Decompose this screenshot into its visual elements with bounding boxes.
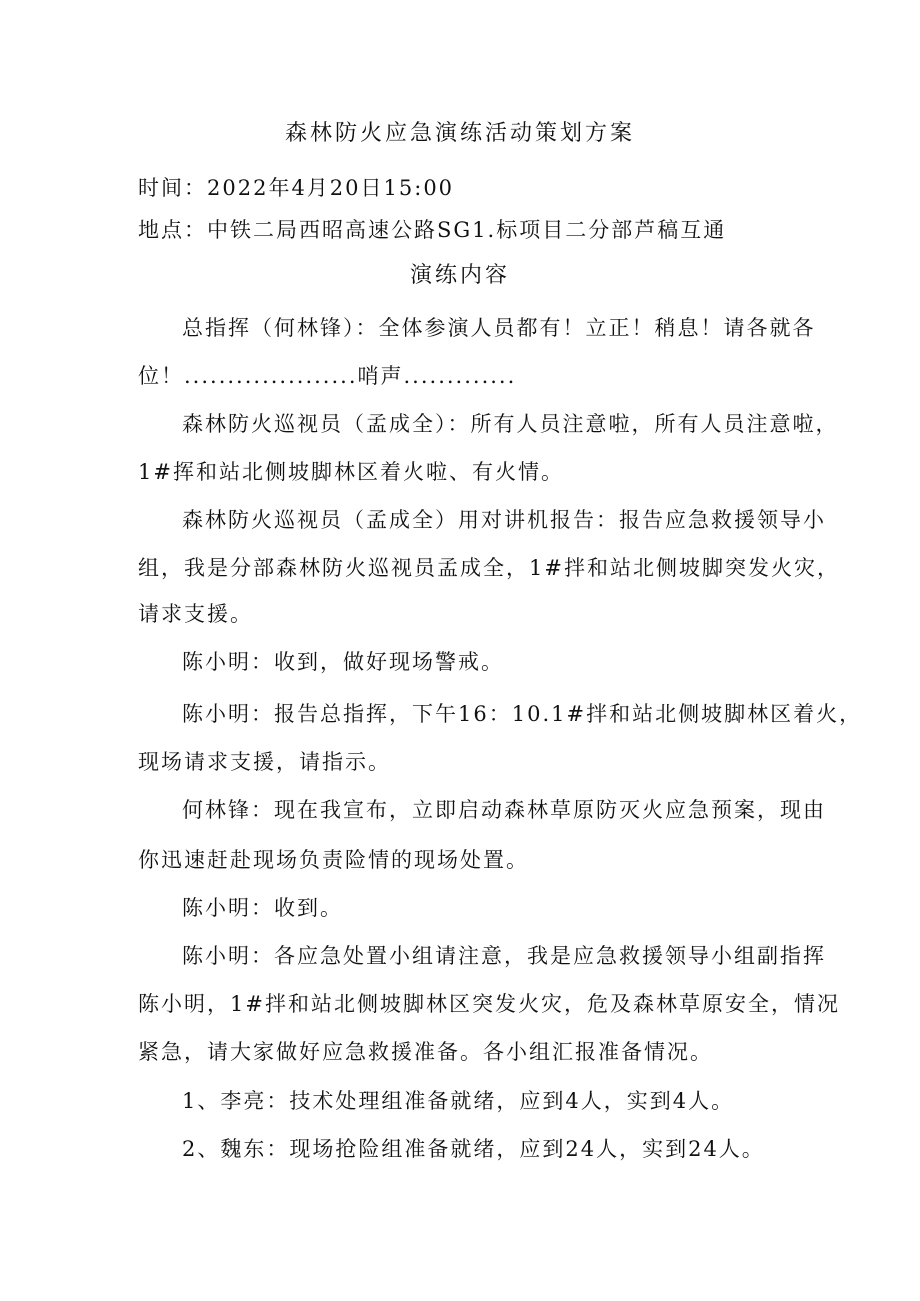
paragraph-line: 陈小明，1#拌和站北侧坡脚林区突发火灾，危及森林草原安全，情况 <box>138 992 840 1016</box>
list-item: 1、李亮：技术处理组准备就绪，应到4人，实到4人。 <box>182 1089 735 1113</box>
paragraph-line: 组，我是分部森林防火巡视员孟成全，1#拌和站北侧坡脚突发火灾， <box>138 556 840 580</box>
paragraph-line: 陈小明：各应急处置小组请注意，我是应急救援领导小组副指挥 <box>182 944 826 968</box>
paragraph-line: 1#挥和站北侧坡脚林区着火啦、有火情。 <box>138 460 564 484</box>
paragraph-line: 森林防火巡视员（孟成全）用对讲机报告：报告应急救援领导小 <box>182 508 826 532</box>
paragraph-line: 陈小明：报告总指挥，下午16：10.1#拌和站北侧坡脚林区着火， <box>182 702 863 726</box>
event-location: 地点：中铁二局西昭高速公路SG1.标项目二分部芦稿互通 <box>138 218 727 242</box>
paragraph-line: 陈小明：收到，做好现场警戒。 <box>182 650 504 674</box>
paragraph-line: 位！....................哨声............. <box>138 364 517 388</box>
list-item: 2、魏东：现场抢险组准备就绪，应到24人，实到24人。 <box>182 1137 765 1161</box>
document-title: 森林防火应急演练活动策划方案 <box>284 121 635 146</box>
paragraph-line: 你迅速赶赴现场负责险情的现场处置。 <box>138 848 529 872</box>
paragraph-line: 紧急，请大家做好应急救援准备。各小组汇报准备情况。 <box>138 1040 713 1064</box>
paragraph-line: 请求支援。 <box>138 602 253 626</box>
paragraph-line: 陈小明：收到。 <box>182 896 343 920</box>
paragraph-line: 现场请求支援，请指示。 <box>138 750 391 774</box>
paragraph-line: 总指挥（何林锋）：全体参演人员都有！立正！稍息！请各就各 <box>182 316 816 340</box>
paragraph-line: 何林锋：现在我宣布，立即启动森林草原防灭火应急预案，现由 <box>182 798 826 822</box>
paragraph-line: 森林防火巡视员（孟成全）：所有人员注意啦，所有人员注意啦， <box>182 412 839 436</box>
event-time: 时间：2022年4月20日15:00 <box>138 176 455 200</box>
section-heading: 演练内容 <box>409 263 510 288</box>
